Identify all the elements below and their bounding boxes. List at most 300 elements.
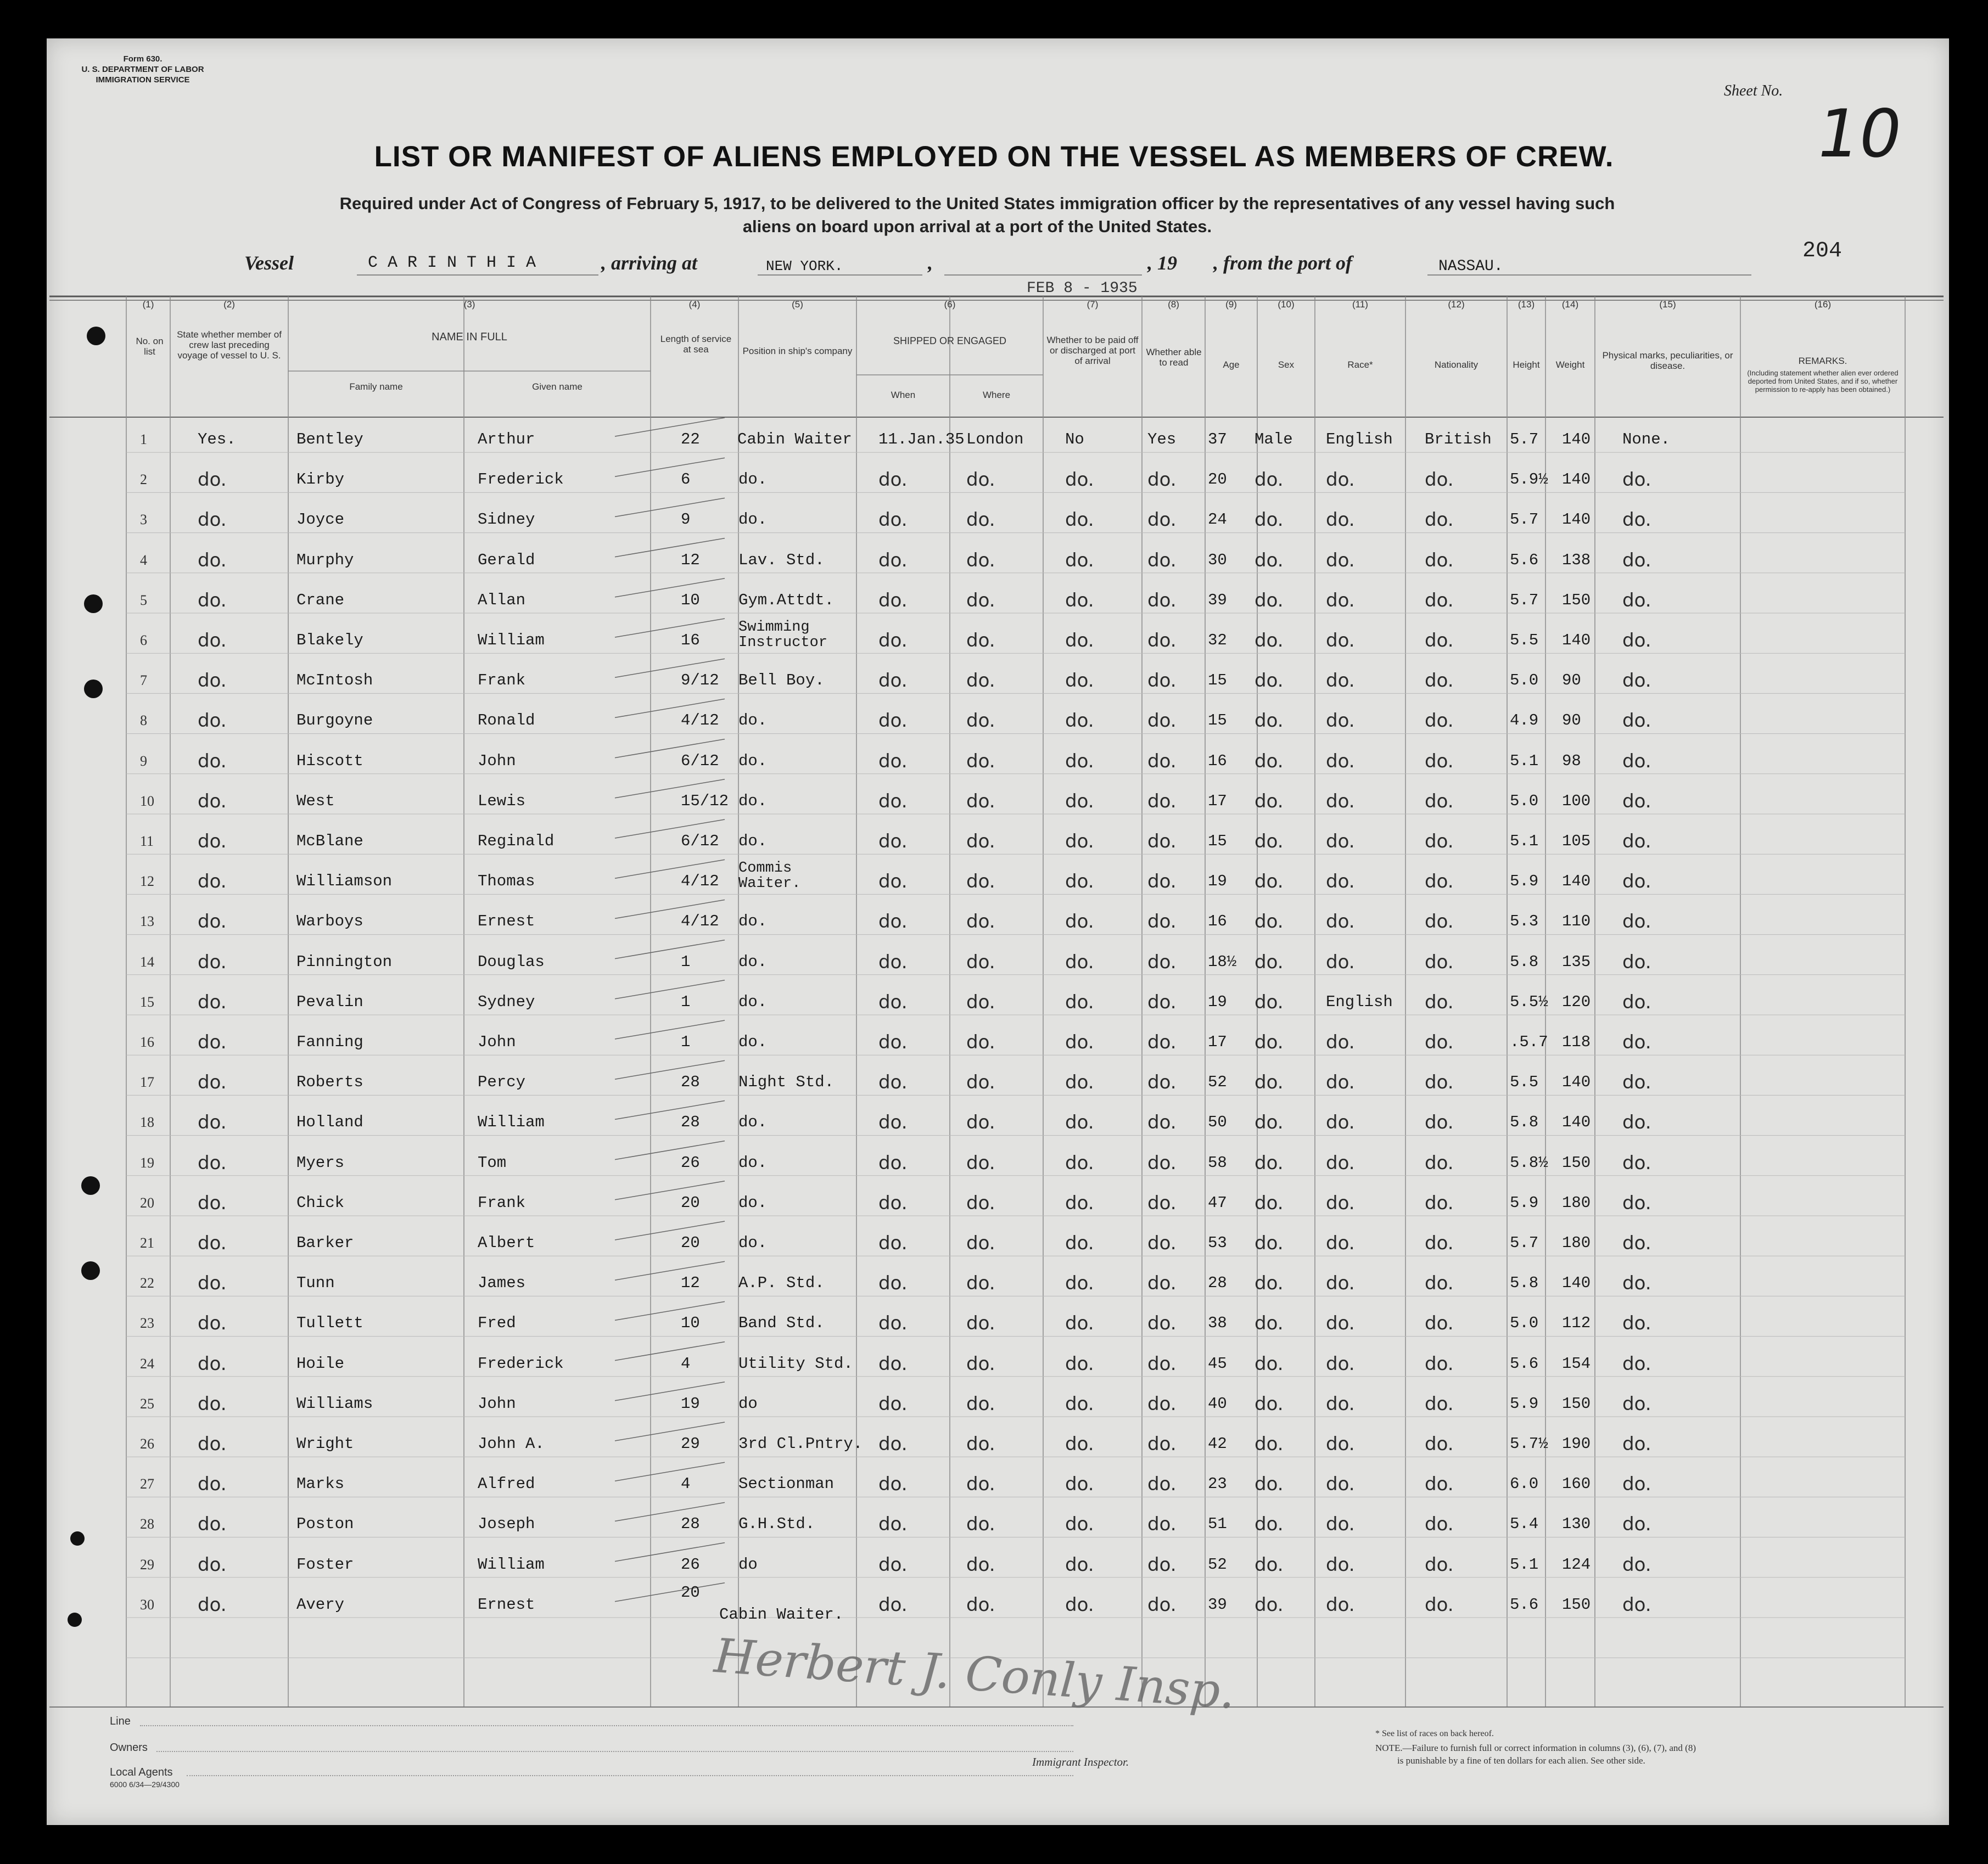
pencil-tick-mark xyxy=(615,538,725,557)
position: do. xyxy=(738,832,768,850)
previous-voyage: do. xyxy=(198,750,227,772)
header-given-name: Given name xyxy=(532,381,583,392)
footer-print-code: 6000 6/34—29/4300 xyxy=(110,1780,180,1789)
height: 5.5 xyxy=(1510,631,1539,649)
paid-off: do. xyxy=(1065,1352,1094,1375)
shipped-where: do. xyxy=(966,1553,995,1576)
pencil-tick-mark xyxy=(615,980,725,999)
position: Lav. Std. xyxy=(738,551,825,569)
punch-hole xyxy=(84,594,103,613)
age: 15 xyxy=(1208,711,1227,730)
shipped-when: do. xyxy=(878,589,908,611)
header-length-of-service: Length of service at sea xyxy=(660,334,732,355)
position: do. xyxy=(738,1033,768,1051)
family-name: Hoile xyxy=(296,1354,345,1373)
age: 19 xyxy=(1208,992,1227,1011)
arriving-label: , arriving at xyxy=(601,252,698,274)
header-when: When xyxy=(891,390,916,400)
physical-marks: do. xyxy=(1622,951,1651,973)
position: do. xyxy=(738,1234,768,1252)
family-name: Tullett xyxy=(296,1314,363,1333)
given-name: Sydney xyxy=(478,992,535,1011)
age: 23 xyxy=(1208,1475,1227,1494)
weight: 150 xyxy=(1562,591,1591,609)
previous-voyage: do. xyxy=(198,1553,227,1576)
race: do. xyxy=(1326,710,1355,732)
race: do. xyxy=(1326,951,1355,973)
shipped-when: do. xyxy=(878,710,908,732)
previous-voyage: do. xyxy=(198,1272,227,1295)
weight: 100 xyxy=(1562,791,1591,810)
length-of-service: 28 xyxy=(681,1073,700,1092)
age: 37 xyxy=(1208,430,1227,448)
sex: do. xyxy=(1255,1152,1284,1174)
inspector-signature: Herbert J. Conly Insp. xyxy=(712,1628,1237,1720)
row-number: 25 xyxy=(140,1395,154,1412)
length-of-service: 26 xyxy=(681,1153,700,1172)
given-name: Allan xyxy=(478,591,526,609)
shipped-when: do. xyxy=(878,830,908,852)
footer-line-blank xyxy=(140,1725,1073,1726)
age: 53 xyxy=(1208,1234,1227,1252)
fine-note-line-2: is punishable by a fine of ten dollars for each alien. See other side. xyxy=(1397,1755,1645,1766)
age: 15 xyxy=(1208,671,1227,690)
physical-marks: do. xyxy=(1622,1513,1651,1536)
row-number: 21 xyxy=(140,1235,154,1251)
previous-voyage: do. xyxy=(198,1352,227,1375)
given-name: Alfred xyxy=(478,1475,535,1494)
weight: 150 xyxy=(1562,1595,1591,1614)
sex: do. xyxy=(1255,710,1284,732)
physical-marks: do. xyxy=(1622,790,1651,812)
race: do. xyxy=(1326,871,1355,893)
able-to-read: do. xyxy=(1147,1272,1177,1295)
shipped-when: do. xyxy=(878,1152,908,1174)
shipped-where: do. xyxy=(966,871,995,893)
sex: do. xyxy=(1255,1433,1284,1455)
height: .5.7 xyxy=(1510,1033,1548,1051)
sheet-number-label: Sheet No. xyxy=(1724,82,1783,99)
weight: 105 xyxy=(1562,832,1591,850)
height: 5.7 xyxy=(1510,510,1539,529)
row-number: 15 xyxy=(140,993,154,1010)
paid-off: do. xyxy=(1065,469,1094,491)
shipped-when: do. xyxy=(878,670,908,692)
shipped-where: do. xyxy=(966,1393,995,1415)
height: 5.8 xyxy=(1510,1113,1539,1132)
header-nationality: Nationality xyxy=(1434,360,1479,370)
shipped-when: do. xyxy=(878,1352,908,1375)
physical-marks: None. xyxy=(1622,430,1671,448)
row-number: 3 xyxy=(140,512,147,528)
shipped-when: do. xyxy=(878,1192,908,1214)
height: 5.3 xyxy=(1510,912,1539,931)
age: 20 xyxy=(1208,470,1227,489)
weight: 140 xyxy=(1562,430,1591,448)
previous-voyage: do. xyxy=(198,1593,227,1616)
length-of-service: 26 xyxy=(681,1555,700,1574)
family-name: Barker xyxy=(296,1234,354,1252)
pencil-tick-mark xyxy=(615,1422,725,1441)
weight: 135 xyxy=(1562,952,1591,971)
physical-marks: do. xyxy=(1622,1393,1651,1415)
race: do. xyxy=(1326,1553,1355,1576)
family-name: Pevalin xyxy=(296,992,363,1011)
age: 38 xyxy=(1208,1314,1227,1333)
given-name: John xyxy=(478,751,516,770)
family-name: Holland xyxy=(296,1113,363,1132)
paid-off: do. xyxy=(1065,1111,1094,1134)
sex: do. xyxy=(1255,589,1284,611)
nationality: do. xyxy=(1425,1393,1454,1415)
sheet-number: 10 xyxy=(1810,96,1908,172)
shipped-where: do. xyxy=(966,1031,995,1053)
header-position: Position in ship's company xyxy=(742,346,853,356)
nationality: do. xyxy=(1425,750,1454,772)
position: Cabin Waiter xyxy=(737,430,852,448)
height: 5.8½ xyxy=(1510,1153,1548,1172)
footer-owners-label: Owners xyxy=(110,1742,148,1754)
able-to-read: do. xyxy=(1147,589,1177,611)
shipped-where: do. xyxy=(966,1192,995,1214)
race: do. xyxy=(1326,509,1355,531)
physical-marks: do. xyxy=(1622,589,1651,611)
age: 16 xyxy=(1208,751,1227,770)
shipped-where: do. xyxy=(966,670,995,692)
shipped-when: do. xyxy=(878,1071,908,1094)
physical-marks: do. xyxy=(1622,1232,1651,1254)
able-to-read: do. xyxy=(1147,670,1177,692)
race: do. xyxy=(1326,1192,1355,1214)
weight: 110 xyxy=(1562,912,1591,931)
inspector-label: Immigrant Inspector. xyxy=(1032,1755,1129,1768)
physical-marks: do. xyxy=(1622,509,1651,531)
shipped-when: do. xyxy=(878,1593,908,1616)
length-of-service: 6/12 xyxy=(681,751,719,770)
row-number: 2 xyxy=(140,471,147,488)
nationality: do. xyxy=(1425,1513,1454,1536)
paid-off: do. xyxy=(1065,1312,1094,1335)
footer-agents-label: Local Agents xyxy=(110,1766,173,1778)
previous-voyage: do. xyxy=(198,790,227,812)
paid-off: do. xyxy=(1065,549,1094,571)
column-number-10: (10) xyxy=(1278,299,1295,310)
able-to-read: do. xyxy=(1147,790,1177,812)
row-number: 18 xyxy=(140,1114,154,1131)
able-to-read: do. xyxy=(1147,1071,1177,1094)
nationality: do. xyxy=(1425,1312,1454,1335)
row-number: 22 xyxy=(140,1275,154,1292)
row-number: 27 xyxy=(140,1476,154,1492)
header-able-to-read: Whether able to read xyxy=(1146,347,1202,368)
column-number-4: (4) xyxy=(688,299,701,310)
race: do. xyxy=(1326,1393,1355,1415)
physical-marks: do. xyxy=(1622,630,1651,652)
family-name: Roberts xyxy=(296,1073,363,1092)
family-name: Warboys xyxy=(296,912,363,931)
age: 17 xyxy=(1208,1033,1227,1051)
paid-off: do. xyxy=(1065,750,1094,772)
race: do. xyxy=(1326,589,1355,611)
nationality: do. xyxy=(1425,1593,1454,1616)
able-to-read: do. xyxy=(1147,871,1177,893)
paid-off: do. xyxy=(1065,790,1094,812)
race: do. xyxy=(1326,790,1355,812)
nationality: do. xyxy=(1425,509,1454,531)
pencil-tick-mark xyxy=(615,1020,725,1039)
sex: do. xyxy=(1255,1352,1284,1375)
age: 47 xyxy=(1208,1193,1227,1212)
row-number: 30 xyxy=(140,1596,154,1613)
given-name: Douglas xyxy=(478,952,545,971)
sex: do. xyxy=(1255,1593,1284,1616)
paid-off: do. xyxy=(1065,1393,1094,1415)
column-number-7: (7) xyxy=(1087,299,1099,310)
row-number: 17 xyxy=(140,1074,154,1091)
row-number: 26 xyxy=(140,1436,154,1452)
shipped-when: do. xyxy=(878,1272,908,1295)
position: Utility Std. xyxy=(738,1354,853,1373)
sex: do. xyxy=(1255,1111,1284,1134)
nationality: do. xyxy=(1425,951,1454,973)
able-to-read: do. xyxy=(1147,1593,1177,1616)
sex: do. xyxy=(1255,1553,1284,1576)
height: 5.4 xyxy=(1510,1515,1539,1534)
paid-off: do. xyxy=(1065,1473,1094,1496)
physical-marks: do. xyxy=(1622,991,1651,1013)
header-paid-off: Whether to be paid off or discharged at port of arrival xyxy=(1046,335,1139,366)
weight: 90 xyxy=(1562,671,1581,690)
age: 32 xyxy=(1208,631,1227,649)
length-of-service: 4 xyxy=(681,1475,691,1494)
nationality: do. xyxy=(1425,670,1454,692)
pencil-tick-mark xyxy=(615,418,725,436)
position: Gym.Attdt. xyxy=(738,591,835,609)
header-weight: Weight xyxy=(1555,360,1585,370)
weight: 140 xyxy=(1562,872,1591,891)
shipped-where: do. xyxy=(966,710,995,732)
subtitle-line-1: Required under Act of Congress of February 5, 1917, to be delivered to the United States immigration officer by the representatives of any vessel having such xyxy=(339,194,1615,213)
weight: 140 xyxy=(1562,1113,1591,1132)
shipped-where: London xyxy=(966,430,1024,448)
physical-marks: do. xyxy=(1622,1192,1651,1214)
length-of-service: 22 xyxy=(681,430,700,448)
weight: 118 xyxy=(1562,1033,1591,1051)
position: do. xyxy=(738,470,768,489)
able-to-read: do. xyxy=(1147,710,1177,732)
position: do. xyxy=(738,1113,768,1132)
paid-off: do. xyxy=(1065,911,1094,933)
pencil-tick-mark xyxy=(615,1462,725,1481)
sex: do. xyxy=(1255,549,1284,571)
sex: do. xyxy=(1255,1272,1284,1295)
race: English xyxy=(1326,430,1393,448)
column-number-12: (12) xyxy=(1448,299,1465,310)
header-family-name: Family name xyxy=(349,381,403,392)
able-to-read: do. xyxy=(1147,1513,1177,1536)
shipped-when: do. xyxy=(878,951,908,973)
length-of-service: 12 xyxy=(681,551,700,569)
pencil-tick-mark xyxy=(615,1060,725,1079)
row-number: 24 xyxy=(140,1355,154,1372)
row-number: 29 xyxy=(140,1556,154,1573)
nationality: do. xyxy=(1425,830,1454,852)
sex: Male xyxy=(1255,430,1293,448)
paid-off: do. xyxy=(1065,509,1094,531)
physical-marks: do. xyxy=(1622,1071,1651,1094)
nationality: do. xyxy=(1425,469,1454,491)
race: do. xyxy=(1326,830,1355,852)
age: 39 xyxy=(1208,591,1227,609)
header-age: Age xyxy=(1223,360,1240,370)
weight: 180 xyxy=(1562,1193,1591,1212)
given-name: Gerald xyxy=(478,551,535,569)
nationality: do. xyxy=(1425,1433,1454,1455)
shipped-where: do. xyxy=(966,469,995,491)
page-title: LIST OR MANIFEST OF ALIENS EMPLOYED ON THE VESSEL AS MEMBERS OF CREW. xyxy=(374,141,1614,173)
nationality: do. xyxy=(1425,589,1454,611)
age: 52 xyxy=(1208,1073,1227,1092)
previous-voyage: do. xyxy=(198,1513,227,1536)
subtitle-line-2: aliens on board upon arrival at a port of the United States. xyxy=(742,217,1212,236)
position: do. xyxy=(738,791,768,810)
sex: do. xyxy=(1255,509,1284,531)
given-name: Sidney xyxy=(478,510,535,529)
height: 5.1 xyxy=(1510,1555,1539,1574)
family-name: Blakely xyxy=(296,631,363,649)
column-number-13: (13) xyxy=(1517,299,1535,310)
previous-voyage: do. xyxy=(198,1071,227,1094)
position: do. xyxy=(738,711,768,730)
height: 5.1 xyxy=(1510,832,1539,850)
previous-voyage: Yes. xyxy=(198,430,236,448)
shipped-where: do. xyxy=(966,1513,995,1536)
shipped-where: do. xyxy=(966,790,995,812)
header-race: Race* xyxy=(1347,360,1373,370)
height: 4.9 xyxy=(1510,711,1539,730)
page-number: 204 xyxy=(1802,239,1843,263)
physical-marks: do. xyxy=(1622,1473,1651,1496)
nationality: do. xyxy=(1425,1071,1454,1094)
able-to-read: Yes xyxy=(1147,430,1177,448)
pencil-tick-mark xyxy=(615,1221,725,1240)
row-number: 4 xyxy=(140,552,147,568)
race: do. xyxy=(1326,911,1355,933)
weight: 150 xyxy=(1562,1153,1591,1172)
length-of-service: 4 xyxy=(681,1354,691,1373)
nationality: British xyxy=(1425,430,1492,448)
family-name: Wright xyxy=(296,1435,354,1453)
row-number: 16 xyxy=(140,1034,154,1050)
nationality: do. xyxy=(1425,1473,1454,1496)
shipped-when: do. xyxy=(878,991,908,1013)
race: do. xyxy=(1326,670,1355,692)
paid-off: do. xyxy=(1065,1232,1094,1254)
physical-marks: do. xyxy=(1622,1352,1651,1375)
able-to-read: do. xyxy=(1147,1393,1177,1415)
given-name: Percy xyxy=(478,1073,526,1092)
shipped-where: do. xyxy=(966,951,995,973)
height: 5.5 xyxy=(1510,1073,1539,1092)
given-name: Ernest xyxy=(478,912,535,931)
race: do. xyxy=(1326,1593,1355,1616)
punch-hole xyxy=(70,1531,85,1546)
punch-hole xyxy=(87,327,105,345)
able-to-read: do. xyxy=(1147,750,1177,772)
family-name: Crane xyxy=(296,591,345,609)
sex: do. xyxy=(1255,1071,1284,1094)
length-of-service: 19 xyxy=(681,1394,700,1413)
length-of-service: 16 xyxy=(681,631,700,649)
row-number: 10 xyxy=(140,793,154,809)
sex: do. xyxy=(1255,951,1284,973)
physical-marks: do. xyxy=(1622,670,1651,692)
given-name: Frederick xyxy=(478,470,564,489)
previous-voyage: do. xyxy=(198,1111,227,1134)
sex: do. xyxy=(1255,469,1284,491)
family-name: Williamson xyxy=(296,872,393,891)
height: 5.7½ xyxy=(1510,1435,1548,1453)
weight: 90 xyxy=(1562,711,1581,730)
race: do. xyxy=(1326,1152,1355,1174)
position: do. xyxy=(738,912,768,931)
family-name: Chick xyxy=(296,1193,345,1212)
sex: do. xyxy=(1255,830,1284,852)
paid-off: do. xyxy=(1065,589,1094,611)
previous-voyage: do. xyxy=(198,710,227,732)
able-to-read: do. xyxy=(1147,1553,1177,1576)
pencil-tick-mark xyxy=(615,1502,725,1521)
family-name: Marks xyxy=(296,1475,345,1494)
footer-line-label: Line xyxy=(110,1715,131,1727)
physical-marks: do. xyxy=(1622,911,1651,933)
physical-marks: do. xyxy=(1622,830,1651,852)
nationality: do. xyxy=(1425,1272,1454,1295)
position: do. xyxy=(738,992,768,1011)
row-number: 5 xyxy=(140,592,147,608)
race: do. xyxy=(1326,1433,1355,1455)
sex: do. xyxy=(1255,630,1284,652)
weight: 140 xyxy=(1562,1274,1591,1293)
previous-voyage: do. xyxy=(198,911,227,933)
shipped-where: do. xyxy=(966,1473,995,1496)
family-name: McBlane xyxy=(296,832,363,850)
previous-voyage: do. xyxy=(198,630,227,652)
race: do. xyxy=(1326,630,1355,652)
races-note: * See list of races on back hereof. xyxy=(1375,1729,1494,1738)
physical-marks: do. xyxy=(1622,1553,1651,1576)
previous-voyage: do. xyxy=(198,670,227,692)
nationality: do. xyxy=(1425,1192,1454,1214)
age: 28 xyxy=(1208,1274,1227,1293)
length-of-service: 10 xyxy=(681,591,700,609)
height: 5.0 xyxy=(1510,671,1539,690)
shipped-when: do. xyxy=(878,1393,908,1415)
height: 5.9½ xyxy=(1510,470,1548,489)
header-physical-marks: Physical marks, peculiarities, or disease. xyxy=(1602,350,1733,371)
paid-off: do. xyxy=(1065,1152,1094,1174)
family-name: Avery xyxy=(296,1595,345,1614)
given-name: William xyxy=(478,1555,545,1574)
length-of-service: 6 xyxy=(681,470,691,489)
given-name: Tom xyxy=(478,1153,507,1172)
age: 24 xyxy=(1208,510,1227,529)
position: Band Std. xyxy=(738,1314,825,1333)
previous-voyage: do. xyxy=(198,1393,227,1415)
height: 5.9 xyxy=(1510,1193,1539,1212)
previous-voyage: do. xyxy=(198,589,227,611)
physical-marks: do. xyxy=(1622,750,1651,772)
